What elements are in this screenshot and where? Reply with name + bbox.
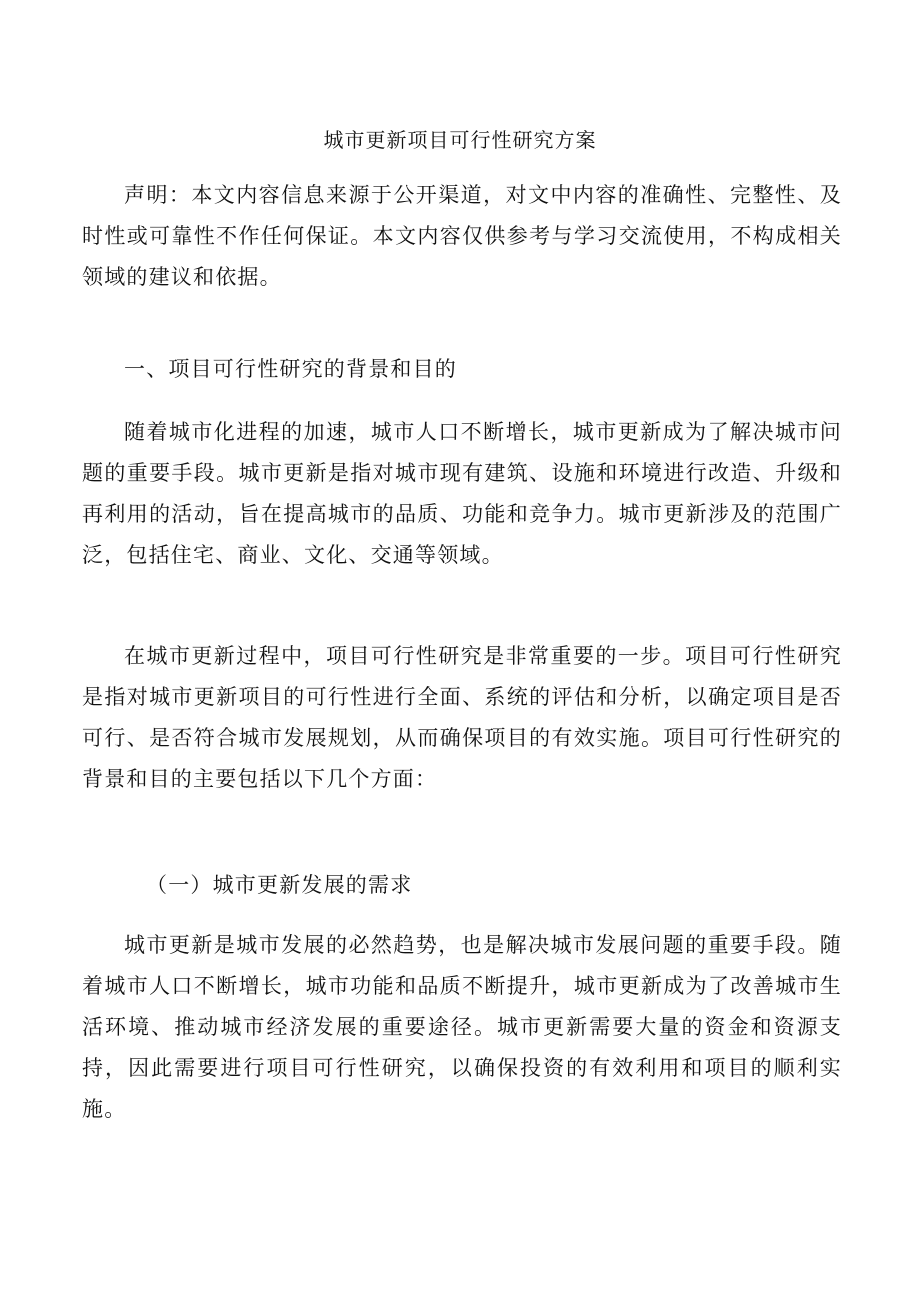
background-paragraph: 随着城市化进程的加速，城市人口不断增长，城市更新成为了解决城市问题的重要手段。城市更新是指对城市现有建筑、设施和环境进行改造、升级和再利用的活动，旨在提高城市的品质、功能和竞争力。城市更新涉及的范围广泛，包括住宅、商业、文化、交通等领域。 [82, 420, 842, 567]
feasibility-paragraph: 在城市更新过程中，项目可行性研究是非常重要的一步。项目可行性研究是指对城市更新项目的可行性进行全面、系统的评估和分析，以确定项目是否可行、是否符合城市发展规划，从而确保项目的有效实施。项目可行性研究的背景和目的主要包括以下几个方面： [82, 644, 842, 791]
document-title: 城市更新项目可行性研究方案 [323, 128, 597, 152]
section-heading: 一、项目可行性研究的背景和目的 [124, 357, 457, 381]
subsection-heading: （一）城市更新发展的需求 [146, 873, 413, 897]
demand-paragraph: 城市更新是城市发展的必然趋势，也是解决城市发展问题的重要手段。随着城市人口不断增长，城市功能和品质不断提升，城市更新成为了改善城市生活环境、推动城市经济发展的重要途径。城市更新需要大量的资金和资源支持，因此需要进行项目可行性研究，以确保投资的有效利用和项目的顺利实施。 [82, 933, 842, 1121]
disclaimer-paragraph: 声明：本文内容信息来源于公开渠道，对文中内容的准确性、完整性、及时性或可靠性不作任何保证。本文内容仅供参考与学习交流使用，不构成相关领域的建议和依据。 [82, 183, 842, 289]
